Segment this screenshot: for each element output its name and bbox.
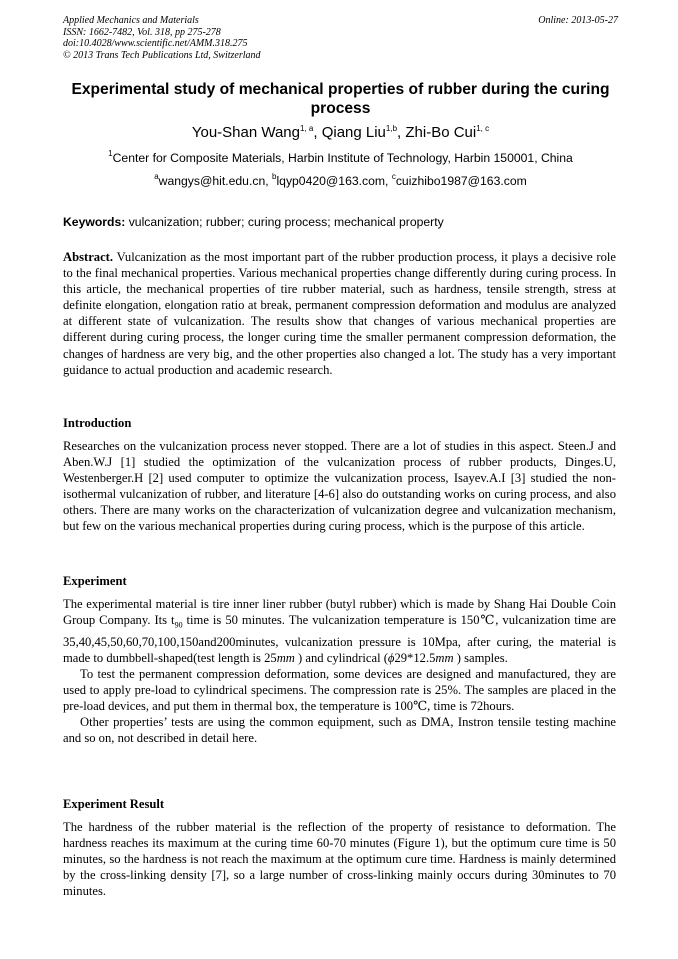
journal-header: [63, 15, 618, 61]
paper-title: Experimental study of mechanical properties of rubber during the curing process: [71, 81, 610, 117]
introduction-text: Researches on the vulcanization process never stopped. There are a lot of studies in this aspect. Steen.J and Aben.W.J [1] studied the optimization of the vulcanization process of rubber products, Dinges.U, Westenberger.H [2] used computer to optimize the vulcanization process, Isayev.A.I [3] studied the non-isothermal vulcanization of rubber, and literature [4-6] also do outstanding works on curing process, and also others. There are many works on the characterization of vulcanization degree and vulcanization mechanism, but few on the various mechanical properties during curing process, which is the purpose of this article.: [63, 439, 616, 534]
experiment-text: The experimental material is tire inner liner rubber (butyl rubber) which is made by Shang Hai Double Coin Group Company. Its t: [63, 597, 616, 628]
author-list: You-Shan Wang$^{1, a}$, Qiang Liu$^{1,b}$, Zhi-Bo Cui$^{1, c}$: [191, 124, 490, 141]
affiliation-superscript: 1: [108, 149, 113, 158]
keywords-label: Keywords:: [63, 215, 126, 229]
unit-mm: mm: [276, 650, 295, 665]
author-superscript: 1, a: [300, 124, 314, 133]
author-name: Zhi-Bo Cui: [405, 124, 477, 141]
result-section: [63, 819, 616, 899]
author-name: Qiang Liu: [321, 124, 386, 141]
affiliation: [63, 150, 618, 166]
experiment-heading: Experiment: [63, 574, 127, 588]
result-heading: Experiment Result: [63, 797, 165, 811]
result-text: The hardness of the rubber material is the reflection of the property of resistance to deformation. The hardness reaches its maximum at the curing time 60-70 minutes (Figure 1), but the optimum cure time is 50 minutes, so the hardness is not reach the maximum at the optimum cure time. Hardness is mainly determined by the cross-linking density [7], so a large number of cross-linking mainly occurs during 30minutes to 70 minutes.: [63, 820, 616, 899]
email-list: $^a$wangys@hit.edu.cn, $^b$lqyp0420@163.com, $^c$cuizhibo1987@163.com: [154, 172, 527, 188]
unit-mm: mm: [435, 650, 454, 665]
experiment-paragraph-1: [63, 596, 616, 666]
author-superscript: 1,b: [385, 124, 398, 133]
issn-line: ISSN: 1662-7482, Vol. 318, pp 275-278: [63, 26, 221, 38]
doi-link[interactable]: doi:10.4028/www.scientific.net/AMM.318.275: [63, 38, 248, 49]
email-superscript: c: [391, 172, 396, 181]
online-date: Online: 2013-05-27: [538, 15, 618, 26]
email-link[interactable]: cuizhibo1987@163.com: [395, 174, 527, 188]
abstract-text: Vulcanization as the most important part of the rubber production process, it plays a decisive role to the final mechanical properties. Various mechanical properties change differently during curing process. In this article, the mechanical properties of tire rubber material, such as hardness, tensile strength, stress at definite elongation, elongation ratio at break, permanent compression deformation and modulus are analyzed at different state of vulcanization. The results show that changes of various mechanical properties are different during curing process, the longer curing time the smaller permanent compression deformation, the changes of hardness are very big, and the other properties also changed a lot. The study has a very important guidance to actual production and academic research.: [63, 250, 617, 377]
journal-name: Applied Mechanics and Materials: [63, 15, 199, 26]
abstract: [63, 249, 616, 378]
experiment-section: [63, 596, 616, 746]
experiment-text: ) samples.: [453, 650, 508, 665]
author-superscript: 1, c: [476, 124, 490, 133]
experiment-text: 29*12.5: [394, 650, 436, 665]
experiment-text: time is 50 minutes. The vulcanization temperature is 150℃, vulcanization time are 35,40,45,50,60,70,100,150and200minutes, vulcanization pressure is 10Mpa, after curing, the material is made to dumbbell-shaped(test length is 25: [63, 613, 616, 665]
introduction-section: [63, 438, 616, 535]
phi-symbol: ϕ: [387, 650, 395, 665]
keywords-text: vulcanization; rubber; curing process; mechanical property: [128, 215, 444, 229]
email-link[interactable]: wangys@hit.edu.cn: [158, 174, 266, 188]
keywords: [63, 214, 618, 230]
t90-subscript: 90: [174, 620, 183, 630]
email-superscript: b: [272, 172, 277, 181]
abstract-label: Abstract.: [63, 250, 114, 264]
introduction-heading: Introduction: [63, 416, 132, 430]
experiment-paragraph-3: Other properties’ tests are using the common equipment, such as DMA, Instron tensile testing machine and so on, not described in detail here.: [63, 715, 616, 746]
email-link[interactable]: lqyp0420@163.com: [276, 174, 386, 188]
copyright-line: © 2013 Trans Tech Publications Ltd, Switzerland: [63, 49, 261, 61]
email-superscript: a: [154, 172, 159, 181]
experiment-text: ) and cylindrical (: [294, 650, 388, 665]
experiment-paragraph-2: To test the permanent compression deformation, some devices are designed and manufactured, they are used to apply pre-load to cylindrical specimens. The compression rate is 25%. The samples are placed in the pre-load devices, and put them in thermal box, the temperature is 100℃, time is 72hours.: [63, 666, 616, 714]
author-name: You-Shan Wang: [191, 124, 300, 141]
affiliation-text: Center for Composite Materials, Harbin Institute of Technology, Harbin 150001, China: [112, 151, 573, 165]
